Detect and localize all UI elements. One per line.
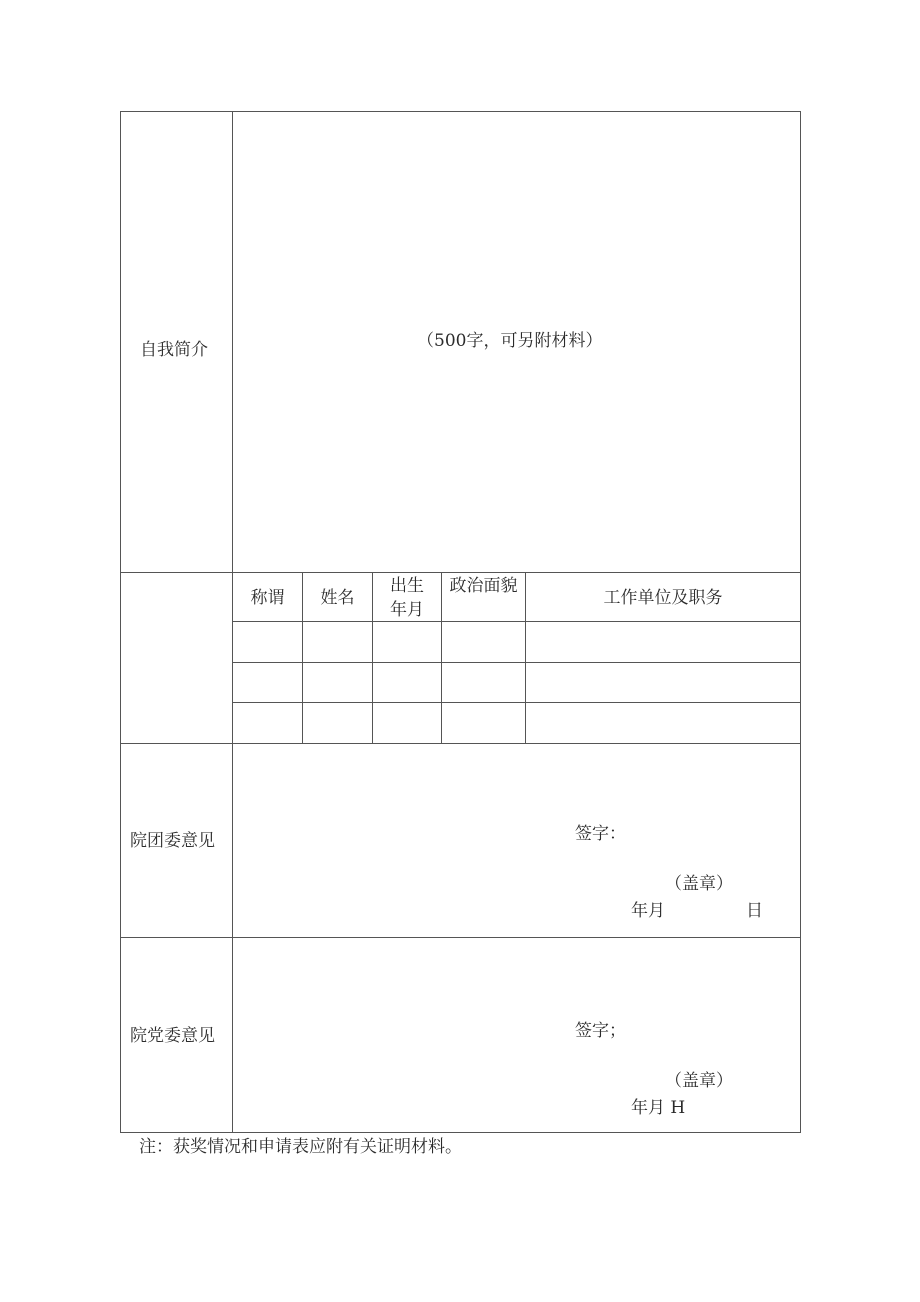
self-intro-label: 自我简介 (140, 340, 208, 360)
league-committee-label: 院团委意见 (130, 831, 215, 851)
family-row-divider-2 (233, 702, 801, 703)
row-divider-self-intro (120, 572, 801, 573)
family-header-name: 姓名 (320, 588, 355, 608)
party-committee-sign: 签字； (575, 1021, 626, 1041)
table-right-border (800, 111, 801, 1133)
family-col-divider-2 (372, 572, 373, 743)
self-intro-placeholder: （500字，可另附材料） (417, 331, 603, 351)
party-committee-date: 年月 H (631, 1098, 686, 1118)
family-header-birth-line2: 年月 (390, 600, 424, 620)
table-top-border (120, 111, 801, 112)
league-committee-date-d: 日 (746, 901, 763, 921)
row-divider-family (120, 743, 801, 744)
row-divider-league (120, 937, 801, 938)
league-committee-seal: （盖章） (665, 874, 733, 894)
family-header-work: 工作单位及职务 (603, 588, 723, 608)
family-header-political: 政治面貌 (449, 576, 518, 596)
footnote: 注：获奖情况和申请表应附有关证明材料。 (139, 1137, 462, 1157)
family-col-divider-3 (441, 572, 442, 743)
league-committee-date-ym: 年月 (631, 901, 665, 921)
league-committee-sign: 签字： (575, 824, 626, 844)
party-committee-seal: （盖章） (665, 1071, 733, 1091)
label-column-divider (232, 111, 233, 1133)
family-header-divider (233, 621, 801, 622)
table-bottom-border (120, 1132, 801, 1133)
family-header-birth-line1: 出生 (390, 576, 424, 596)
family-header-title: 称谓 (250, 588, 285, 608)
table-left-border (120, 111, 121, 1133)
family-row-divider-1 (233, 662, 801, 663)
party-committee-label: 院党委意见 (130, 1026, 215, 1046)
